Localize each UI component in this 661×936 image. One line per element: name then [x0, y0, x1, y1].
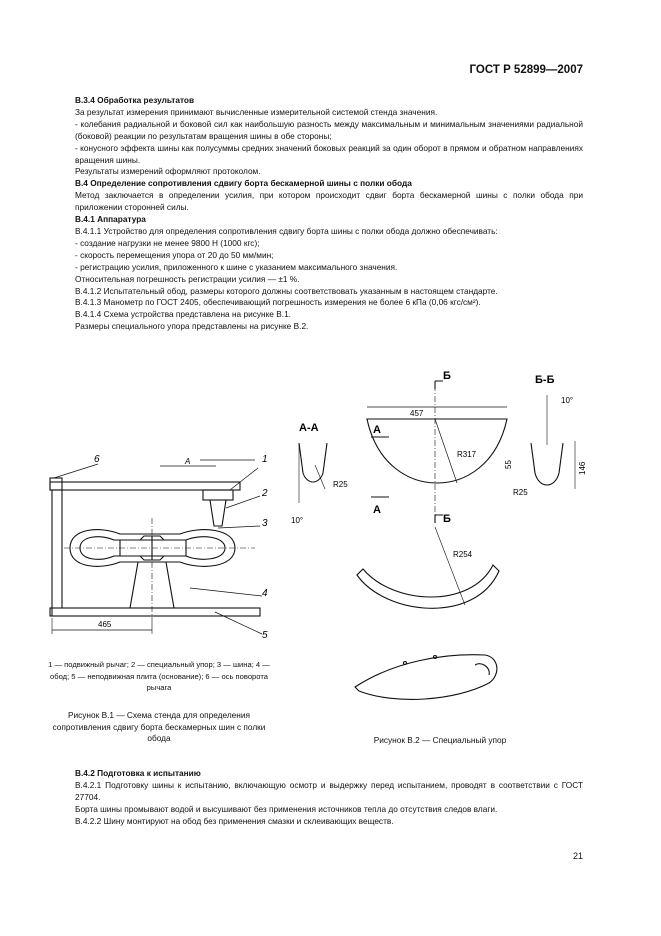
dim-angle-aa: 10°: [291, 516, 304, 525]
label-b-bottom: Б: [443, 513, 451, 525]
paragraph: В.4.2.2 Шину монтируют на обод без применения смазки и склеивающих веществ.: [75, 815, 394, 826]
label-b-top: Б: [443, 370, 451, 382]
section-bb-profile: [531, 443, 563, 485]
label-section-aa: А-А: [299, 422, 319, 434]
label-dim-465: 465: [98, 620, 112, 629]
stop-arc-view: [357, 565, 499, 608]
dim-r25-aa: R25: [333, 480, 348, 489]
document-header: ГОСТ Р 52899—2007: [469, 64, 583, 76]
base-plate: [50, 608, 260, 616]
paragraph: - создание нагрузки не менее 9800 Н (1000 кгс);: [75, 237, 260, 248]
dim-r25-bb: R25: [513, 488, 528, 497]
paragraph: Метод заключается в определении усилия, при котором происходит сдвиг борта бескамерной шины с полки обода при приложении сторонней силы.: [75, 190, 583, 213]
dim-457: 457: [410, 409, 424, 418]
paragraph: - скорость перемещения упора от 20 до 50 мм/мин;: [75, 249, 274, 260]
section-b34-title: В.3.4 Обработка результатов: [75, 95, 195, 105]
label-1: 1: [262, 454, 268, 465]
lever: [50, 482, 240, 490]
label-2: 2: [262, 488, 268, 499]
paragraph: Относительная погрешность регистрации усилия — ±1 %.: [75, 273, 300, 284]
dim-r254: R254: [453, 550, 473, 559]
figure-b2-drawing: [285, 365, 590, 725]
section-b42-title: В.4.2 Подготовка к испытанию: [75, 768, 201, 778]
paragraph: Размеры специального упора представлены на рисунке В.2.: [75, 321, 309, 332]
lever-pivot: [50, 478, 62, 490]
section-b34: [75, 95, 583, 333]
label-4: 4: [262, 588, 268, 599]
paragraph: В.4.2.1 Подготовку шины к испытанию, включающую осмотр и выдержку перед испытанием, проводят в соответствии с ГОСТ 27704.: [75, 779, 583, 802]
dim-55: 55: [504, 460, 513, 469]
section-aa-profile: [299, 443, 327, 482]
label-a-bottom: А: [373, 504, 381, 516]
paragraph: - регистрацию усилия, приложенного к шине с указанием максимального значения.: [75, 261, 398, 272]
section-b42: [75, 768, 583, 828]
dim-r317: R317: [457, 450, 477, 459]
label-a-left: А: [373, 424, 381, 436]
paragraph: В.4.1.3 Манометр по ГОСТ 2405, обеспечивающий погрешность измерения не более 6 кПа (0,06 кгс/см²).: [75, 297, 481, 308]
paragraph: За результат измерения принимают вычисленные измерительной системой стенда значения.: [75, 106, 438, 117]
paragraph: Результаты измерений оформляют протоколом.: [75, 166, 261, 177]
stop-perspective: [355, 655, 497, 700]
label-section-bb: Б-Б: [535, 374, 555, 386]
figure-b1-drawing: [40, 448, 280, 658]
paragraph: В.4.1.2 Испытательный обод, размеры которого должны соответствовать указанным в настоящем стандарте.: [75, 285, 498, 296]
special-stop: [210, 500, 226, 526]
paragraph: Борта шины промывают водой и высушивают без применения источников тепла до отсутствия следов влаги.: [75, 803, 498, 814]
figure-b1-caption: Рисунок В.1 — Схема стенда для определения сопротивления сдвигу борта бескамерных шин с полки обода: [52, 710, 266, 743]
section-b41-title: В.4.1 Аппаратура: [75, 214, 146, 225]
figure-b2-caption: Рисунок В.2 — Специальный упор: [373, 735, 507, 745]
page-number: 21: [572, 851, 583, 861]
label-dim-a: А: [185, 457, 191, 466]
paragraph: В.4.1.1 Устройство для определения сопротивления сдвигу борта шины с полки обода должно обеспечивать:: [75, 225, 498, 236]
label-3: 3: [262, 518, 268, 529]
paragraph: - конусного эффекта шины как полусуммы средних значений боковых реакций за один оборот в прямом и обратном направлениях вращения шины.: [75, 142, 583, 165]
label-5: 5: [262, 630, 268, 641]
stop-top-view: [367, 419, 507, 483]
figure-b1-legend: 1 — подвижный рычаг; 2 — специальный упор; 3 — шина; 4 — обод; 5 — неподвижная плита (основание); 6 — ось поворота рычага: [48, 660, 270, 692]
paragraph: - колебания радиальной и боковой сил как наибольшую разность между максимальным и минимальным значениями радиальной (боковой) реакции по результатам вращения шины в обе стороны;: [75, 118, 583, 141]
dim-angle-bb: 10°: [561, 396, 574, 405]
paragraph: В.4.1.4 Схема устройства представлена на рисунке В.1.: [75, 309, 291, 320]
label-6: 6: [94, 454, 100, 465]
dim-146: 146: [578, 461, 587, 475]
section-b4-title: В.4 Определение сопротивления сдвигу борта бескамерной шины с полки обода: [75, 178, 412, 189]
